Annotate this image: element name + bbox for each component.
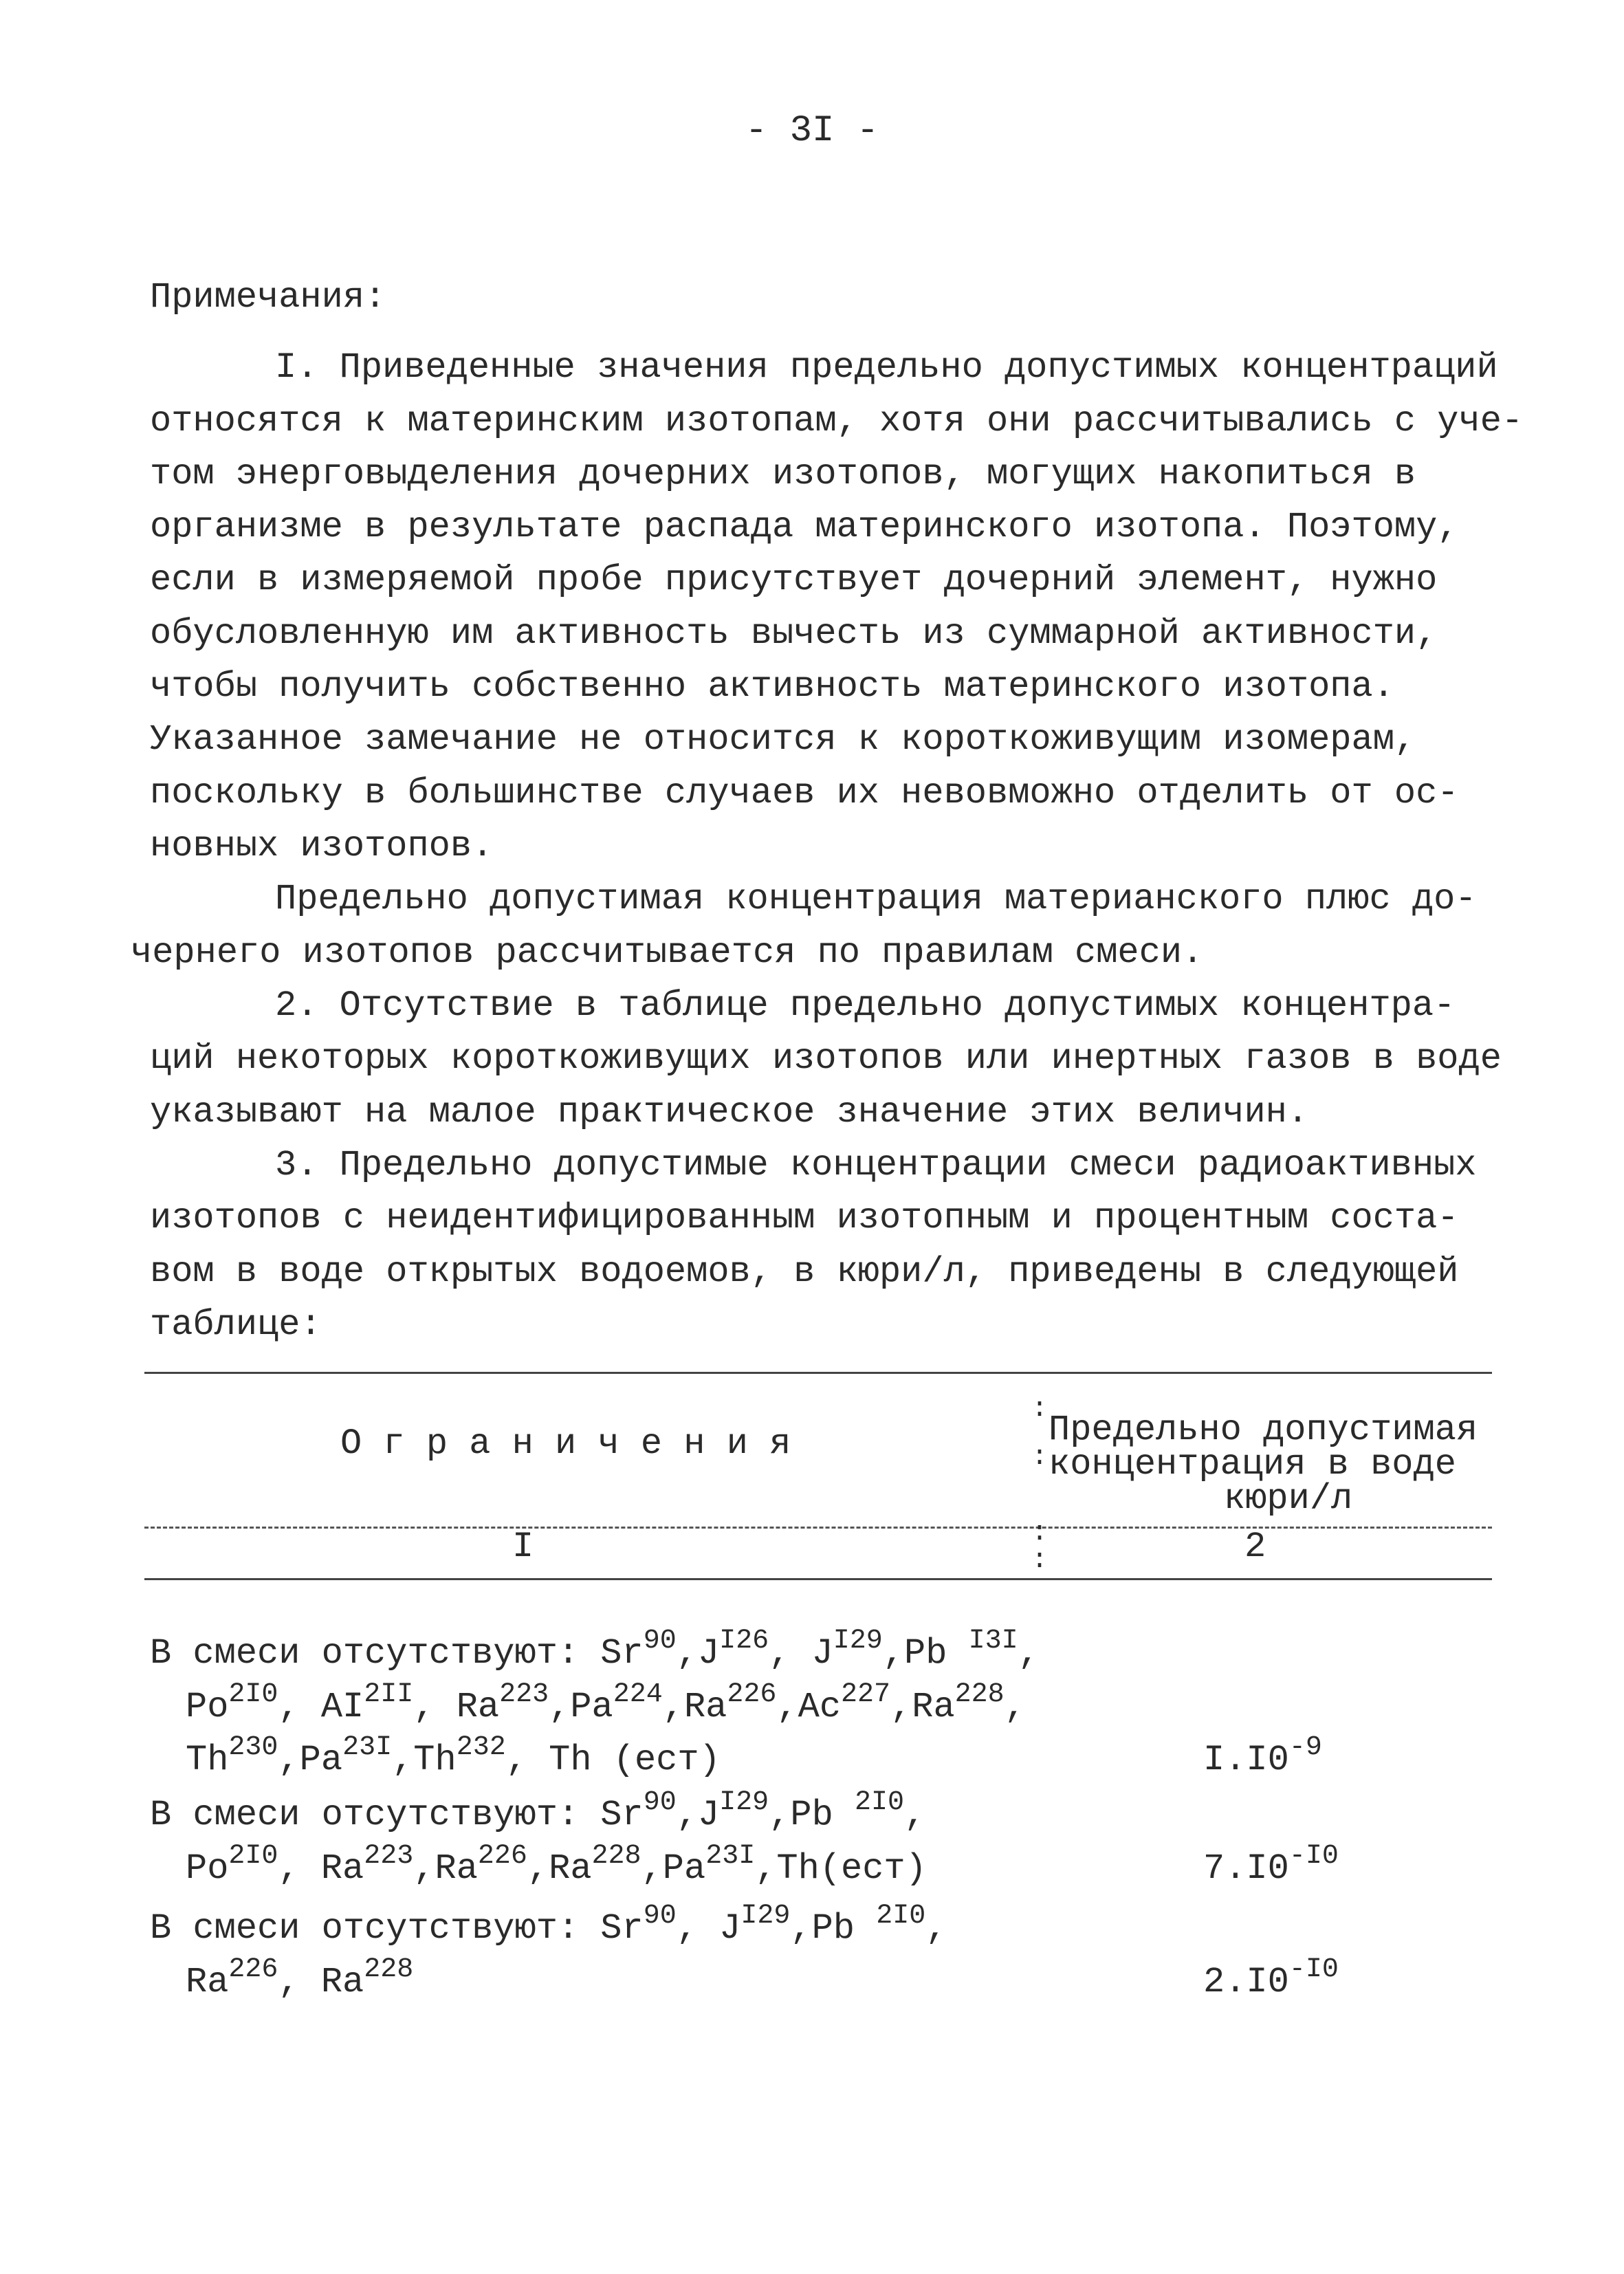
column-separator: : — [1031, 1394, 1049, 1425]
isotope-mass-number: I3I — [968, 1626, 1018, 1657]
formula-text: ,Pa — [278, 1740, 343, 1780]
formula-text: ,Pa — [641, 1848, 706, 1889]
formula-text: , Ra — [278, 1962, 364, 2002]
paragraph-line: Указанное замечание не относится к короткоживущим изомерам, — [150, 719, 1416, 760]
isotope-mass-number: 228 — [591, 1841, 641, 1872]
page-number: - 3I - — [745, 110, 879, 152]
paragraph-line: поскольку в большинстве случаев их невовможно отделить от ос- — [150, 773, 1459, 813]
notes-heading: Примечания: — [150, 277, 386, 318]
value-exponent: -I0 — [1288, 1841, 1339, 1872]
paragraph-line: чернего изотопов рассчитывается по правилам смеси. — [131, 932, 1204, 973]
paragraph-line: I. Приведенные значения предельно допустимых концентраций — [275, 347, 1498, 388]
paragraph-line: указывают на малое практическое значение этих величин. — [150, 1092, 1309, 1133]
column-separator: : — [1031, 1442, 1049, 1473]
formula-text: , Ra — [413, 1687, 500, 1727]
formula-text: ,Ra — [413, 1848, 478, 1889]
isotope-mass-number: 23I — [705, 1841, 756, 1872]
isotope-mass-number: 90 — [643, 1787, 677, 1818]
formula-text: ,J — [676, 1633, 720, 1674]
formula-text: ,J — [676, 1795, 720, 1835]
paragraph-line: новных изотопов. — [150, 826, 494, 866]
paragraph-line: чтобы получить собственно активность материнского изотопа. — [150, 666, 1394, 707]
row-line — [186, 1954, 414, 2006]
value-exponent: -9 — [1288, 1732, 1322, 1763]
isotope-mass-number: 2I0 — [876, 1901, 926, 1932]
value-base: 7.I0 — [1203, 1848, 1289, 1889]
formula-text: В смеси отсутствуют: Sr — [150, 1633, 644, 1674]
isotope-mass-number: I29 — [833, 1626, 883, 1657]
column-separator: : — [1031, 1545, 1049, 1576]
paragraph-line: обусловленную им активность вычесть из суммарной активности, — [150, 613, 1438, 654]
col2-header-line: Предельно допустимая — [1049, 1410, 1478, 1450]
formula-text: , — [1018, 1633, 1040, 1674]
formula-text: ,Ra — [662, 1687, 727, 1727]
formula-text: , Th (ест) — [505, 1740, 721, 1780]
isotope-mass-number: 2II — [364, 1679, 414, 1710]
paragraph-line: вом в воде открытых водоемов, в кюри/л, приведены в следующей — [150, 1251, 1459, 1292]
col2-number: 2 — [1244, 1527, 1266, 1567]
col1-header: О г р а н и ч е н и я — [340, 1423, 791, 1464]
paragraph-line: Предельно допустимая концентрация материанского плюс до- — [275, 879, 1477, 919]
col2-header-line: кюри/л — [1224, 1478, 1353, 1519]
formula-text: , Ra — [278, 1848, 364, 1889]
formula-text: ,Pa — [549, 1687, 613, 1727]
isotope-mass-number: 227 — [841, 1679, 891, 1710]
isotope-mass-number: 228 — [954, 1679, 1005, 1710]
formula-text: Th — [186, 1740, 229, 1780]
formula-text: ,Pb — [882, 1633, 969, 1674]
value-base: 2.I0 — [1203, 1962, 1289, 2002]
value-base: I.I0 — [1203, 1740, 1289, 1780]
isotope-mass-number: 23I — [342, 1732, 393, 1763]
isotope-mass-number: 223 — [364, 1841, 414, 1872]
formula-text: ,Pb — [790, 1908, 877, 1949]
paragraph-line: относятся к материнским изотопам, хотя они рассчитывались с уче- — [150, 401, 1524, 441]
formula-text: ,Ac — [776, 1687, 842, 1727]
concentration-value — [1203, 1732, 1322, 1784]
formula-text: , AI — [278, 1687, 364, 1727]
formula-text: Po — [186, 1848, 229, 1889]
value-exponent: -I0 — [1288, 1954, 1339, 1985]
formula-text: , — [904, 1795, 926, 1835]
table-top-rule — [144, 1372, 1492, 1374]
row-line — [150, 1787, 926, 1839]
paragraph-line: организме в результате распада материнского изотопа. Поэтому, — [150, 507, 1459, 547]
paragraph-line: изотопов с неидентифицированным изотопным и процентным соста- — [150, 1198, 1459, 1238]
row-line — [150, 1901, 947, 1952]
formula-text: , J — [769, 1633, 833, 1674]
isotope-mass-number: I26 — [719, 1626, 769, 1657]
paragraph-line: 2. Отсутствие в таблице предельно допустимых концентра- — [275, 985, 1456, 1026]
formula-text: ,Ra — [890, 1687, 955, 1727]
row-line — [186, 1841, 927, 1892]
row-line — [186, 1679, 1026, 1731]
concentration-value — [1203, 1954, 1339, 2006]
col2-header-line: концентрация в воде — [1049, 1444, 1456, 1485]
formula-text: ,Th — [392, 1740, 457, 1780]
isotope-mass-number: 2I0 — [228, 1841, 278, 1872]
isotope-mass-number: I29 — [740, 1901, 791, 1932]
isotope-mass-number: 226 — [727, 1679, 777, 1710]
isotope-mass-number: 232 — [456, 1732, 506, 1763]
isotope-mass-number: 224 — [613, 1679, 663, 1710]
formula-text: Po — [186, 1687, 229, 1727]
formula-text: , J — [676, 1908, 741, 1949]
isotope-mass-number: 226 — [228, 1954, 278, 1985]
formula-text: Ra — [186, 1962, 229, 2002]
formula-text: , — [1004, 1687, 1026, 1727]
isotope-mass-number: 2I0 — [855, 1787, 905, 1818]
paragraph-line: ций некоторых короткоживущих изотопов или инертных газов в воде — [150, 1038, 1502, 1079]
paragraph-line: 3. Предельно допустимые концентрации смеси радиоактивных — [275, 1145, 1477, 1185]
paragraph-line: таблице: — [150, 1304, 322, 1345]
isotope-mass-number: 2I0 — [228, 1679, 278, 1710]
isotope-mass-number: 90 — [643, 1901, 677, 1932]
column-separator: : — [1031, 1518, 1049, 1549]
formula-text: ,Ra — [527, 1848, 592, 1889]
table-number-rule — [144, 1578, 1492, 1580]
isotope-mass-number: I29 — [719, 1787, 769, 1818]
formula-text: В смеси отсутствуют: Sr — [150, 1795, 644, 1835]
row-line — [150, 1626, 1040, 1677]
paragraph-line: том энерговыделения дочерних изотопов, могущих накопиться в — [150, 454, 1416, 494]
paragraph-line: если в измеряемой пробе присутствует дочерний элемент, нужно — [150, 560, 1438, 600]
formula-text: В смеси отсутствуют: Sr — [150, 1908, 644, 1949]
concentration-value — [1203, 1841, 1339, 1892]
isotope-mass-number: 90 — [643, 1626, 677, 1657]
col1-number: I — [512, 1527, 534, 1567]
formula-text: ,Th(ест) — [755, 1848, 927, 1889]
isotope-mass-number: 226 — [477, 1841, 527, 1872]
isotope-mass-number: 223 — [499, 1679, 549, 1710]
isotope-mass-number: 228 — [364, 1954, 414, 1985]
formula-text: ,Pb — [769, 1795, 855, 1835]
table-header-rule — [144, 1527, 1492, 1529]
row-line — [186, 1732, 721, 1784]
isotope-mass-number: 230 — [228, 1732, 278, 1763]
formula-text: , — [925, 1908, 947, 1949]
